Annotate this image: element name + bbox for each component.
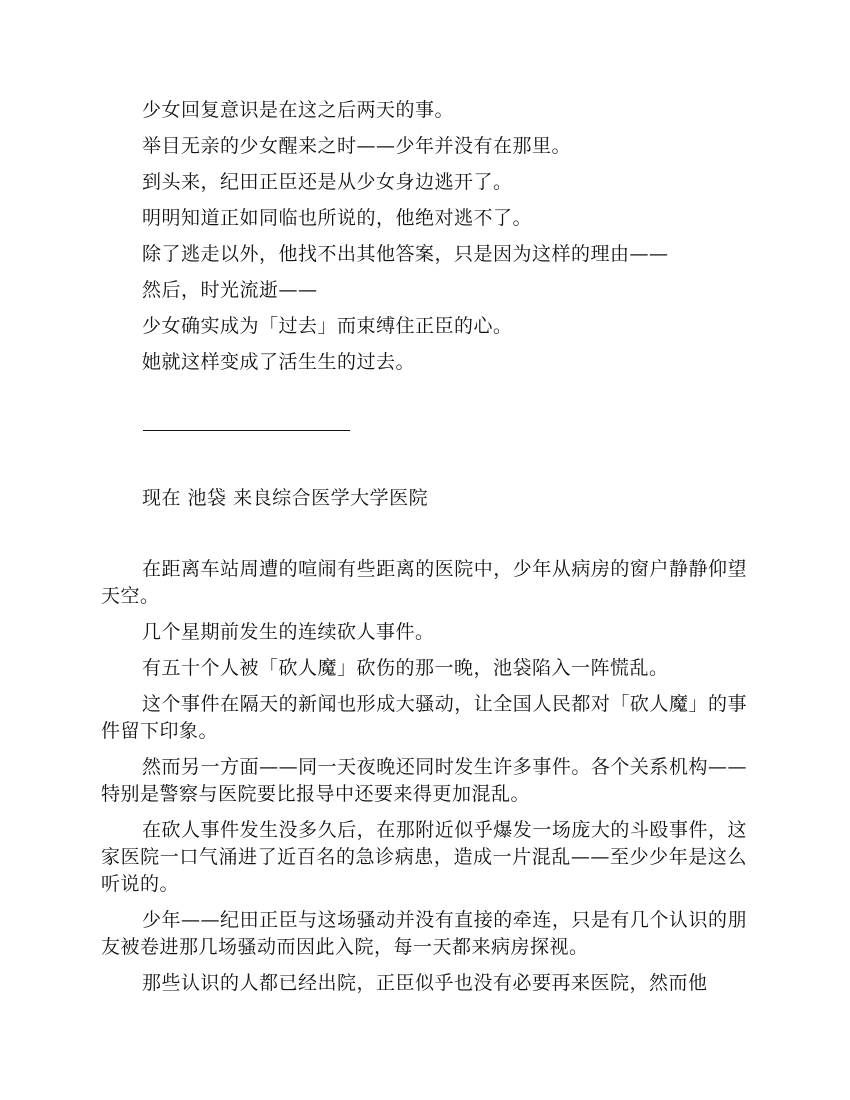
paragraph: 少女确实成为「过去」而束缚住正臣的心。	[142, 315, 513, 337]
paragraph: 然而另一方面——同一天夜晚还同时发生许多事件。各个关系机构——特别是警察与医院要比报导中还要来得更加混乱。	[101, 756, 747, 805]
paragraph: 然后，时光流逝——	[142, 279, 318, 301]
scene-heading: 现在 池袋 来良综合医学大学医院	[142, 487, 429, 509]
paragraph: 少年——纪田正臣与这场骚动并没有直接的牵连，只是有几个认识的朋友被卷进那几场骚动而因此入院，每一天都来病房探视。	[101, 909, 747, 958]
paragraph: 几个星期前发生的连续砍人事件。	[142, 621, 435, 643]
section-divider	[101, 416, 747, 443]
paragraph: 在砍人事件发生没多久后，在那附近似乎爆发一场庞大的斗殴事件，这家医院一口气涌进了近百名的急诊病患，造成一片混乱——至少少年是这么听说的。	[101, 819, 747, 895]
divider-line	[143, 430, 350, 431]
paragraph: 她就这样变成了活生生的过去。	[142, 351, 416, 373]
paragraph: 到头来，纪田正臣还是从少女身边逃开了。	[142, 171, 513, 193]
document-page	[101, 97, 747, 997]
paragraph: 有五十个人被「砍人魔」砍伤的那一晚，池袋陷入一阵慌乱。	[142, 657, 669, 679]
paragraph: 那些认识的人都已经出院，正臣似乎也没有必要再来医院，然而他	[142, 972, 708, 994]
paragraph: 举目无亲的少女醒来之时——少年并没有在那里。	[142, 135, 572, 157]
paragraph: 在距离车站周遭的喧闹有些距离的医院中，少年从病房的窗户静静仰望天空。	[101, 558, 747, 607]
paragraph: 除了逃走以外，他找不出其他答案，只是因为这样的理由——	[142, 243, 669, 265]
paragraph: 少女回复意识是在这之后两天的事。	[142, 99, 455, 121]
paragraph: 这个事件在隔天的新闻也形成大骚动，让全国人民都对「砍人魔」的事件留下印象。	[101, 693, 747, 742]
paragraph: 明明知道正如同临也所说的，他绝对逃不了。	[142, 207, 533, 229]
